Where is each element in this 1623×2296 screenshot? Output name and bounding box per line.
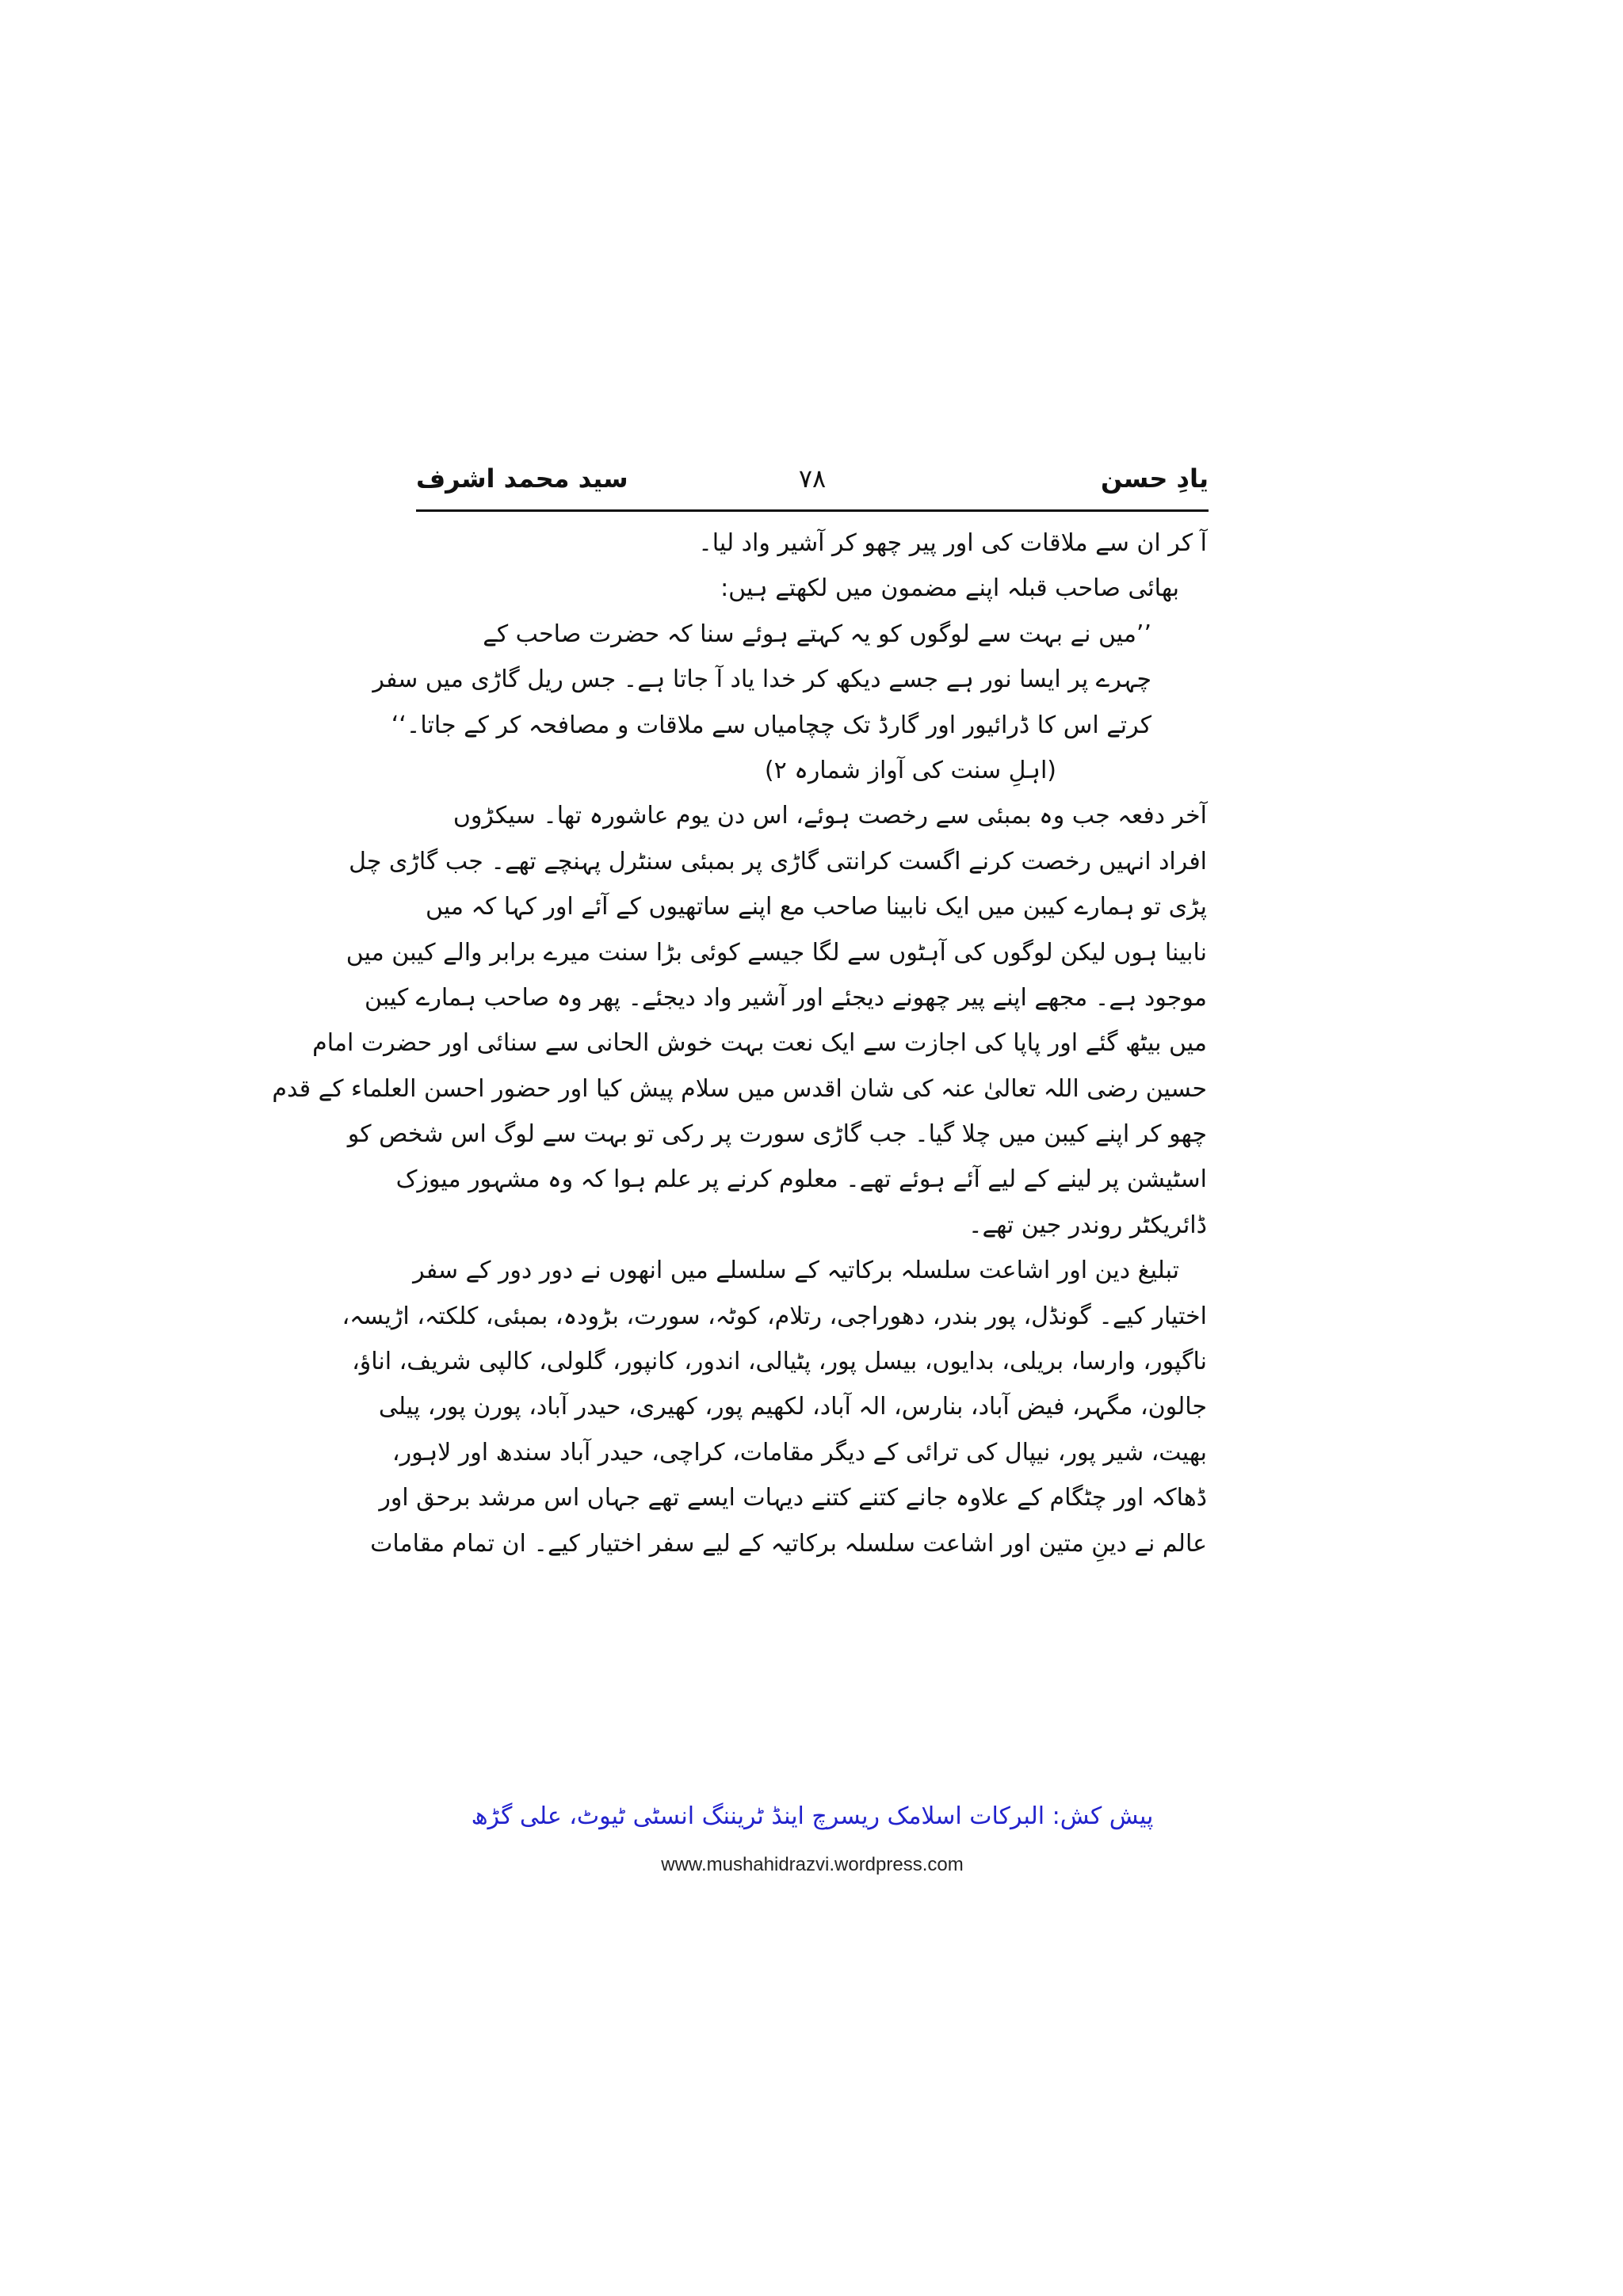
quote-line: چہرے پر ایسا نور ہے جسے دیکھ کر خدا یاد آ جاتا ہے۔ جس ریل گاڑی میں سفر — [372, 666, 1151, 694]
running-header — [416, 463, 1209, 509]
text-line: ڈائریکٹر روندر جین تھے۔ — [968, 1211, 1207, 1239]
body-text — [272, 521, 1207, 1566]
text-line: جالون، مگہر، فیض آباد، بنارس، الہ آباد، لکھیم پور، کھیری، حیدر آباد، پورن پور، پیلی — [378, 1393, 1207, 1421]
text-line: عالم نے دینِ متین اور اشاعت سلسلہ برکاتیہ کے لیے سفر اختیار کیے۔ ان تمام مقامات — [370, 1529, 1207, 1558]
header-divider — [416, 509, 1209, 512]
text-line: آ کر ان سے ملاقات کی اور پیر چھو کر آشیر واد لیا۔ — [698, 529, 1207, 557]
publisher-credit: پیش کش: البرکات اسلامک ریسرچ اینڈ ٹریننگ انسٹی ٹیوٹ، علی گڑھ — [471, 1802, 1154, 1830]
text-line: افراد انہیں رخصت کرنے اگست کرانتی گاڑی پر بمبئی سنٹرل پہنچے تھے۔ جب گاڑی چل — [349, 847, 1207, 875]
text-line: میں بیٹھ گئے اور پاپا کی اجازت سے ایک نعت بہت خوش الحانی سے سنائی اور حضرت امام — [312, 1029, 1207, 1058]
text-line: بھیت، شیر پور، نیپال کی ترائی کے دیگر مقامات، کراچی، حیدر آباد سندھ اور لاہور، — [391, 1438, 1207, 1466]
quote-line: ’’میں نے بہت سے لوگوں کو یہ کہتے ہوئے سنا کہ حضرت صاحب کے — [483, 620, 1151, 648]
text-line: نابینا ہوں لیکن لوگوں کی آہٹوں سے لگا جیسے کوئی بڑا سنت میرے برابر والے کیبن میں — [346, 938, 1207, 967]
text-line: پڑی تو ہمارے کیبن میں ایک نابینا صاحب مع اپنے ساتھیوں کے آئے اور کہا کہ میں — [425, 893, 1207, 921]
text-line: حسین رضی اللہ تعالیٰ عنہ کی شان اقدس میں سلام پیش کیا اور حضور احسن العلماء کے قدم — [272, 1074, 1207, 1103]
website-url: www.mushahidrazvi.wordpress.com — [661, 1854, 964, 1875]
page-number: ۷۸ — [798, 463, 827, 494]
text-line: موجود ہے۔ مجھے اپنے پیر چھونے دیجئے اور آشیر واد دیجئے۔ پھر وہ صاحب ہمارے کیبن — [365, 983, 1207, 1012]
text-line: چھو کر اپنے کیبن میں چلا گیا۔ جب گاڑی سورت پر رکی تو بہت سے لوگ اس شخص کو — [347, 1120, 1207, 1149]
text-line: بھائی صاحب قبلہ اپنے مضمون میں لکھتے ہیں: — [720, 574, 1179, 603]
text-line: اسٹیشن پر لینے کے لیے آئے ہوئے تھے۔ معلوم کرنے پر علم ہوا کہ وہ مشہور میوزک — [395, 1165, 1207, 1194]
quote-line: کرتے اس کا ڈرائیور اور گارڈ تک چچامیاں سے ملاقات و مصافحہ کر کے جاتا۔‘‘ — [391, 711, 1151, 739]
book-title: یادِ حسن — [1100, 463, 1209, 494]
text-line: تبلیغ دین اور اشاعت سلسلہ برکاتیہ کے سلسلے میں انھوں نے دور دور کے سفر — [413, 1257, 1179, 1285]
text-line: آخر دفعہ جب وہ بمبئی سے رخصت ہوئے، اس دن یوم عاشورہ تھا۔ سیکڑوں — [453, 802, 1207, 830]
text-line: ناگپور، وارسا، بریلی، بدایوں، بیسل پور، پٹیالی، اندور، کانپور، گلولی، کالپی شریف، اناؤ، — [352, 1348, 1207, 1376]
text-line: اختیار کیے۔ گونڈل، پور بندر، دھوراجی، رتلام، کوٹہ، سورت، بڑودہ، بمبئی، کلکتہ، اڑیسہ، — [342, 1302, 1207, 1330]
author-name: سید محمد اشرف — [416, 463, 628, 494]
text-line: ڈھاکہ اور چٹگام کے علاوہ جانے کتنے کتنے دیہات ایسے تھے جہاں اس مرشد برحق اور — [379, 1484, 1207, 1512]
citation-line: (اہلِ سنت کی آواز شمارہ ۲) — [764, 756, 1056, 784]
